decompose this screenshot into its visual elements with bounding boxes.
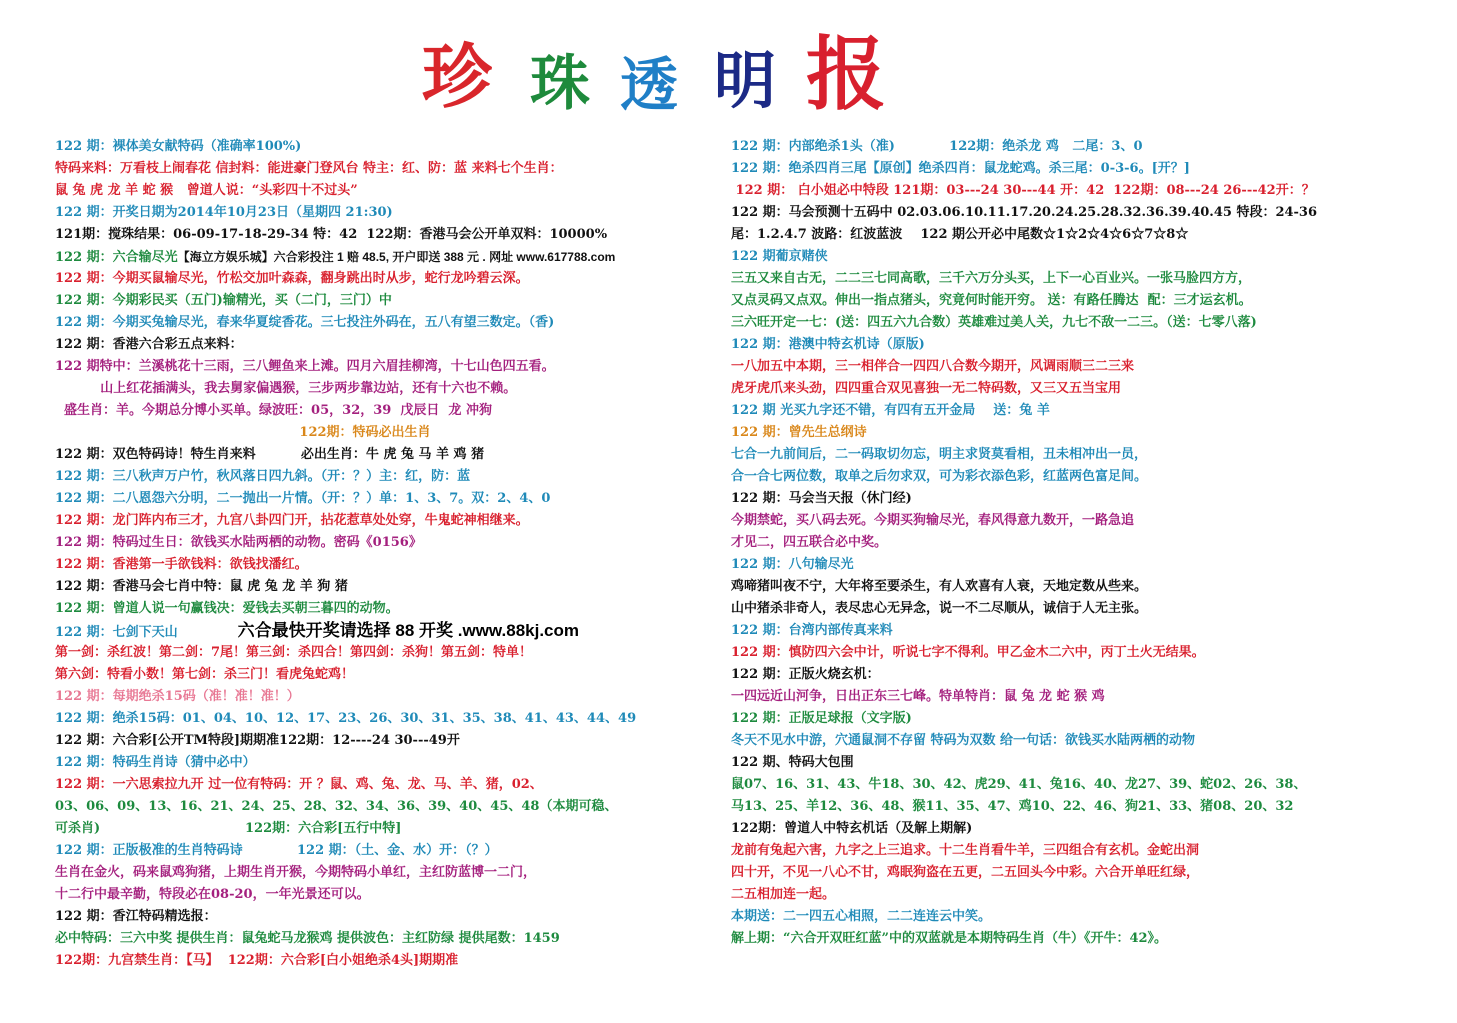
text-line	[731, 290, 1431, 312]
text-line	[731, 488, 1431, 510]
line-text: 十二行中最辛勤，特段必在08-20，一年光景还可以。	[55, 887, 370, 902]
text-line	[731, 246, 1431, 268]
line-text: 122 期：七剑下天山	[55, 625, 178, 640]
line-text: 122 期：今期买鼠输尽光，竹松交加叶森森，翻身跳出时从步，蛇行龙吟碧云深。	[55, 271, 529, 286]
text-line	[731, 312, 1431, 334]
line-text: 122期：曾道人中特玄机话（及解上期解)	[731, 821, 973, 836]
text-line	[731, 158, 1431, 180]
text-line	[55, 752, 720, 774]
text-line	[55, 268, 720, 290]
line-text: 122 期：香江特码精选报：	[55, 909, 217, 924]
line-text: 122 期：特码生肖诗（猜中必中）	[55, 755, 256, 770]
text-line	[731, 224, 1431, 246]
left-column	[55, 136, 720, 972]
text-line	[55, 664, 720, 686]
title-char: 珠	[530, 49, 590, 119]
text-line	[731, 598, 1431, 620]
text-line	[55, 180, 720, 202]
text-line	[55, 708, 720, 730]
text-line	[731, 818, 1431, 840]
text-line	[55, 730, 720, 752]
text-line	[731, 884, 1431, 906]
text-line	[55, 510, 720, 532]
line-text: 122 期：六合彩[公开TM特段]期期准122期：12----24 30---49开	[55, 733, 460, 748]
text-line	[731, 620, 1431, 642]
title-char: 明	[714, 44, 777, 117]
line-text: 122 期：马会当天报（休门经)	[731, 491, 912, 506]
line-text: 122 期：绝杀15码：01、04、10、12、17、23、26、30、31、35、38、41、43、44、49	[55, 711, 637, 726]
line-text: 一四远近山河争，日出正东三七峰。特单特肖：鼠 兔 龙 蛇 猴 鸡	[731, 689, 1105, 704]
line-text: 122 期：正版足球报（文字版)	[731, 711, 912, 726]
title-char: 珍	[422, 35, 492, 118]
text-line	[731, 796, 1431, 818]
line-text: 鼠07、16、31、43、牛18、30、42、虎29、41、兔16、40、龙27、39、蛇02、26、38、	[731, 777, 1307, 792]
text-line	[731, 686, 1431, 708]
text-line	[55, 422, 720, 444]
line-text: 122 期特中：兰溪桃花十三雨，三八鲤鱼来上滩。四月六眉挂柳湾，十七山色四五看。	[55, 359, 555, 374]
text-line	[731, 576, 1431, 598]
title-char: 报	[806, 27, 886, 121]
line-text: 122 期：今期买兔输尽光，春来华夏绽香花。三七投注外码在，五八有望三数定。（香)	[55, 315, 555, 330]
right-column	[731, 136, 1431, 950]
line-text: 合一合七两位数，取单之后勿求双，可为彩衣添色彩，红蓝两色富足间。	[731, 469, 1148, 484]
text-line	[731, 928, 1431, 950]
text-line	[55, 158, 720, 180]
text-line	[731, 708, 1431, 730]
line-text: 122 期：慎防四六会中计，听说七字不得利。甲乙金木二六中，丙丁土火无结果。	[731, 645, 1205, 660]
line-text: 122 期、特码大包围	[731, 755, 854, 770]
line-text: 122 期：正版极准的生肖特码诗 122 期：（土、金、水）开：（？）	[55, 843, 498, 858]
line-text: 122 期：三八秋声万户竹，秋风落日四九斜。（开：？）主：红，防：蓝	[55, 469, 471, 484]
line-text: 122 期：曾先生总纲诗	[731, 425, 867, 440]
line-text: 122 期：每期绝杀15码（准！准！准！）	[55, 689, 300, 704]
line-text: 鼠 兔 虎 龙 羊 蛇 猴 曾道人说：“头彩四十不过头”	[55, 183, 358, 198]
line-text: 必中特码：三六中奖 提供生肖：鼠兔蛇马龙猴鸡 提供波色：主红防绿 提供尾数：1459	[55, 931, 560, 946]
line-text: 122 期 光买九字还不错，有四有五开金局 送：兔 羊	[731, 403, 1050, 418]
text-line	[55, 576, 720, 598]
line-text: 龙前有兔起六害，九字之上三追求。十二生肖看牛羊，三四组合有玄机。金蛇出洞	[731, 843, 1200, 858]
text-line	[55, 862, 720, 884]
text-line	[731, 862, 1431, 884]
line-text: 三五又来自古无，二二三七同高歌，三千六万分头买，上下一心百业兴。一张马脸四方方，	[731, 271, 1252, 286]
line-text: 122 期葡京赌侠	[731, 249, 828, 264]
text-line	[731, 554, 1431, 576]
text-line	[55, 906, 720, 928]
line-text: 122 期：香港马会七肖中特：鼠 虎 兔 龙 羊 狗 猪	[55, 579, 348, 594]
text-line	[55, 444, 720, 466]
text-line	[731, 180, 1431, 202]
line-text: 才见二，四五联合必中奖。	[731, 535, 888, 550]
text-line	[55, 840, 720, 862]
line-text: 122期：特码必出生肖	[55, 425, 431, 440]
line-text: 122 期：一六思索拉九开 过一位有特码：开 ？鼠、鸡、兔、龙、马、羊、猪，02、	[55, 777, 543, 792]
text-line	[55, 312, 720, 334]
line-text: 盛生肖：羊。今期总分博小买单。绿波旺：05，32，39 戊辰日 龙 冲狗	[55, 403, 492, 418]
text-line	[731, 906, 1431, 928]
text-line	[731, 334, 1431, 356]
line-text: 二五相加连一起。	[731, 887, 836, 902]
line-text: 122期：九宫禁生肖：【马】 122期：六合彩[白小姐绝杀4头]期期准	[55, 953, 459, 968]
text-line	[731, 378, 1431, 400]
line-text: 又点灵码又点双。伸出一指点猪头，究竟何时能开穷。 送：有路任腾达 配：三才运玄机。	[731, 293, 1252, 308]
text-line	[731, 444, 1431, 466]
line-text: 第六剑：特看小数！第七剑：杀三门！看虎兔蛇鸡！	[55, 667, 355, 682]
ad-banner: 六合最快开奖请选择 88 开奖 .www.88kj.com	[237, 621, 579, 640]
text-line	[731, 136, 1431, 158]
line-text: 122 期：六合输尽光	[55, 250, 178, 265]
text-line	[731, 202, 1431, 224]
line-text: 鸡啼猪叫夜不宁，大年将至要杀生，有人欢喜有人衰，天地定数从些来。	[731, 579, 1148, 594]
line-text: 122 期：港澳中特玄机诗（原版)	[731, 337, 925, 352]
text-line	[55, 334, 720, 356]
line-text: 122 期：双色特码诗！特生肖来料 必出生肖：牛 虎 兔 马 羊 鸡 猪	[55, 447, 485, 462]
text-line	[55, 400, 720, 422]
line-text: 122 期：绝杀四肖三尾【原创】绝杀四肖：鼠龙蛇鸡。杀三尾：0-3-6。[开？]	[731, 161, 1190, 176]
line-text: 122 期：开奖日期为2014年10月23日（星期四 21:30)	[55, 205, 393, 220]
line-text: 122 期：二八恩怨六分明，二一抛出一片情。（开：？）单：1、3、7。双：2、4、0	[55, 491, 551, 506]
line-text: 本期送：二一四五心相照，二二连连云中笑。	[731, 909, 992, 924]
newspaper-title	[0, 28, 1457, 128]
title-char: 透	[620, 51, 679, 119]
text-line	[55, 642, 720, 664]
text-line	[55, 598, 720, 620]
text-line	[731, 752, 1431, 774]
line-text: 生肖在金火，码来鼠鸡狗猪，上期生肖开猴，今期特码小单红，主红防蓝博一二门，	[55, 865, 537, 880]
line-text: 122 期：台湾内部传真来料	[731, 623, 893, 638]
line-text: 山上红花插满头，我去舅家偏遇猴，三步两步靠边站，还有十六也不赖。	[55, 381, 517, 396]
text-line	[55, 554, 720, 576]
text-line	[55, 620, 720, 642]
line-text: 122 期：香港六合彩五点来料：	[55, 337, 243, 352]
text-line	[731, 422, 1431, 444]
text-line	[731, 356, 1431, 378]
text-line	[55, 928, 720, 950]
line-text: 山中猪杀非奇人，表尽忠心无异念，说一不二尽顺从，诚信于人无主张。	[731, 601, 1148, 616]
text-line	[731, 664, 1431, 686]
text-line	[731, 642, 1431, 664]
text-line	[55, 466, 720, 488]
line-text: 尾：1.2.4.7 波路：红波蓝波 122 期公开必中尾数☆1☆2☆4☆6☆7☆8☆	[731, 227, 1189, 242]
text-line	[731, 730, 1431, 752]
text-line	[55, 818, 720, 840]
line-text: 特码来料：万看枝上闹春花 信封料：能进豪门登风台 特主：红、防：蓝 来料七个生肖：	[55, 161, 563, 176]
line-text: 122 期：马会预测十五码中 02.03.06.10.11.17.20.24.25.28.32.36.39.40.45 特段：24-36	[731, 205, 1318, 220]
line-text: 122 期：龙门阵内布三才，九宫八卦四门开，拈花惹草处处穿，牛鬼蛇神相继来。	[55, 513, 529, 528]
line-text: 可杀肖) 122期：六合彩[五行中特]	[55, 821, 402, 836]
line-text: 122 期：曾道人说一句赢钱决：爱钱去买朝三暮四的动物。	[55, 601, 399, 616]
line-text: 122 期：裸体美女献特码（准确率100%)	[55, 139, 302, 154]
text-line	[55, 378, 720, 400]
text-line	[55, 532, 720, 554]
text-line	[55, 950, 720, 972]
line-text: 马13、25、羊12、36、48、猴11、35、47、鸡10、22、46、狗21、33、猪08、20、32	[731, 799, 1294, 814]
line-text: 122 期：特码过生日：欲钱买水陆两栖的动物。密码《0156》	[55, 535, 422, 550]
text-line	[55, 136, 720, 158]
line-text: 122 期：香港第一手欲钱料：欲钱找潘红。	[55, 557, 308, 572]
text-line	[731, 510, 1431, 532]
line-text: 121期：搅珠结果：06-09-17-18-29-34 特：42 122期：香港马会公开单双料：10000%	[55, 227, 608, 242]
line-text: 122 期：内部绝杀1头（准) 122期：绝杀龙 鸡 二尾：3、0	[731, 139, 1143, 154]
line-text: 冬天不见水中游，穴通鼠洞不存留 特码为双数 给一句话：欲钱买水陆两栖的动物	[731, 733, 1196, 748]
text-line	[55, 488, 720, 510]
line-text: 解上期：“六合开双旺红蓝”中的双蓝就是本期特码生肖（牛）《开牛：42》。	[731, 931, 1168, 946]
text-line	[731, 774, 1431, 796]
text-line	[55, 774, 720, 796]
line-text: 七合一九前间后，二一码取切勿忘，明主求贤莫看相，丑未相冲出一员，	[731, 447, 1148, 462]
line-text: 一八加五中本期，三一相伴合一四四八合数今期开，风调雨顺三二三来	[731, 359, 1135, 374]
text-line	[55, 224, 720, 246]
text-line	[55, 202, 720, 224]
line-text: 第一剑：杀红波！第二剑：7尾！第三剑：杀四合！第四剑：杀狗！第五剑：特单！	[55, 645, 533, 660]
text-line	[731, 268, 1431, 290]
text-line	[55, 246, 720, 268]
text-line	[55, 356, 720, 378]
text-line	[55, 796, 720, 818]
text-line	[55, 290, 720, 312]
line-text: 122 期：八句输尽光	[731, 557, 854, 572]
text-line	[731, 466, 1431, 488]
text-line	[731, 400, 1431, 422]
line-text: 四十开，不见一八心不甘，鸡眠狗盗在五更，二五回头今中彩。六合开单旺红绿，	[731, 865, 1200, 880]
line-text: 虎牙虎爪来头劲，四四重合双见喜独一无二特码数，又三又五当宝用	[731, 381, 1122, 396]
text-line	[731, 532, 1431, 554]
text-line	[55, 686, 720, 708]
line-text: 122 期：今期彩民买（五门)输精光，买（二门，三门）中	[55, 293, 392, 308]
line-text: 122 期： 白小姐必中特段 121期：03---24 30---44 开：42 122期：08---24 26---42开：？	[731, 183, 1315, 198]
line-text: 今期禁蛇，买八码去死。今期买狗输尽光，春风得意九数开，一路急追	[731, 513, 1135, 528]
line-text: 122 期：正版火烧玄机：	[731, 667, 880, 682]
line-text: 三六旺开定一七：(送：四五六九合数）英雄难过美人关，九七不敌一二三。（送：七零八落)	[731, 315, 1257, 330]
ad-text: 【海立方娱乐城】六合彩投注 1 赔 48.5, 开户即送 388 元 . 网址 www.617788.com	[177, 250, 616, 264]
text-line	[731, 840, 1431, 862]
text-line	[55, 884, 720, 906]
line-text: 03、06、09、13、16、21、24、25、28、32、34、36、39、40、45、48（本期可稳、	[55, 799, 618, 814]
